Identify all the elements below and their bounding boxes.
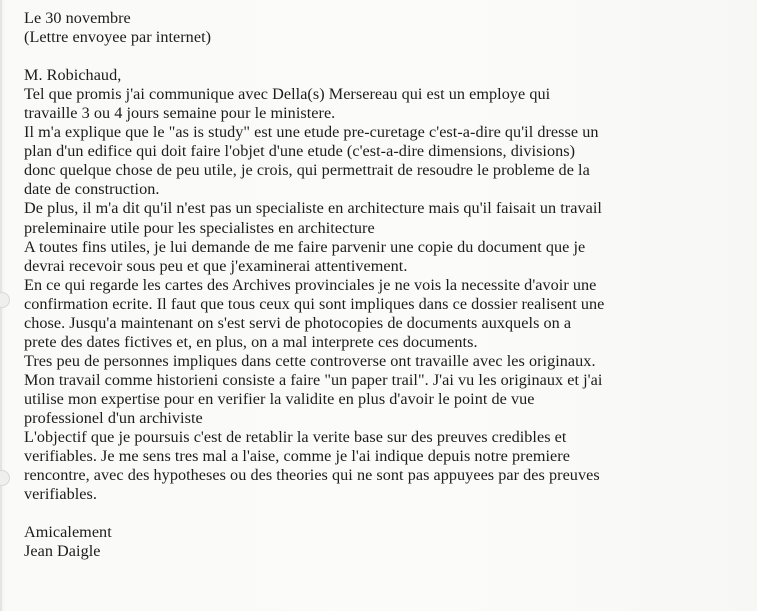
body-line: rencontre, avec des hypotheses ou des theories qui ne sont pas appuyees par des preuves	[24, 466, 600, 485]
body-line: confirmation ecrite. Il faut que tous ceux qui sont impliques dans ce dossier realisent une	[24, 294, 605, 313]
body-line: Tres peu de personnes impliques dans cette controverse ont travaille avec les originaux.	[24, 351, 596, 370]
body-line: travaille 3 ou 4 jours semaine pour le ministere.	[24, 104, 336, 123]
punch-hole-mark	[0, 470, 10, 486]
body-line: verifiables.	[24, 485, 97, 504]
body-line: Il m'a explique que le "as is study" est une etude pre-curetage c'est-a-dire qu'il dresse un	[24, 123, 599, 142]
body-line: plan d'un edifice qui doit faire l'objet d'une etude (c'est-a-dire dimensions, divisions)	[24, 142, 576, 161]
body-line: professionel d'un archiviste	[24, 408, 203, 427]
valediction: Amicalement	[24, 523, 112, 542]
body-line: De plus, il m'a dit qu'il n'est pas un specialiste en architecture mais qu'il faisait un travail	[24, 199, 602, 218]
body-line: devrai recevoir sous peu et que j'examinerai attentivement.	[24, 256, 408, 275]
letter-delivery-note: (Lettre envoyee par internet)	[24, 28, 212, 47]
body-line: En ce qui regarde les cartes des Archives provinciales je ne vois la necessite d'avoir une	[24, 275, 597, 294]
letter-date: Le 30 novembre	[24, 9, 131, 27]
body-line: L'objectif que je poursuis c'est de retablir la verite base sur des preuves credibles et	[24, 428, 567, 447]
body-line: Tel que promis j'ai communique avec Della(s) Mersereau qui est un employe qui	[24, 85, 551, 104]
signature: Jean Daigle	[24, 542, 101, 561]
letter-text	[24, 9, 754, 561]
body-line: verifiables. Je me sens tres mal a l'aise, comme je l'ai indique depuis notre premiere	[24, 447, 570, 466]
salutation: M. Robichaud,	[24, 66, 122, 85]
body-line: chose. Jusqu'a maintenant on s'est servi de photocopies de documents auxquels on a	[24, 313, 572, 332]
blank-line	[24, 47, 754, 66]
body-line: donc quelque chose de peu utile, je crois, qui permettrait de resoudre le probleme de la	[24, 161, 590, 180]
body-line: A toutes fins utiles, je lui demande de me faire parvenir une copie du document que je	[24, 237, 586, 256]
body-line: Mon travail comme historieni consiste a faire "un paper trail". J'ai vu les originaux et j'ai	[24, 370, 603, 389]
body-line: prete des dates fictives et, en plus, on a mal interprete ces documents.	[24, 332, 478, 351]
body-line: preleminaire utile pour les specialistes en architecture	[24, 218, 375, 237]
body-line: date de construction.	[24, 180, 160, 199]
body-line: utilise mon expertise pour en verifier la validite en plus d'avoir le point de vue	[24, 389, 535, 408]
blank-line	[24, 504, 754, 523]
punch-hole-mark	[0, 292, 10, 308]
